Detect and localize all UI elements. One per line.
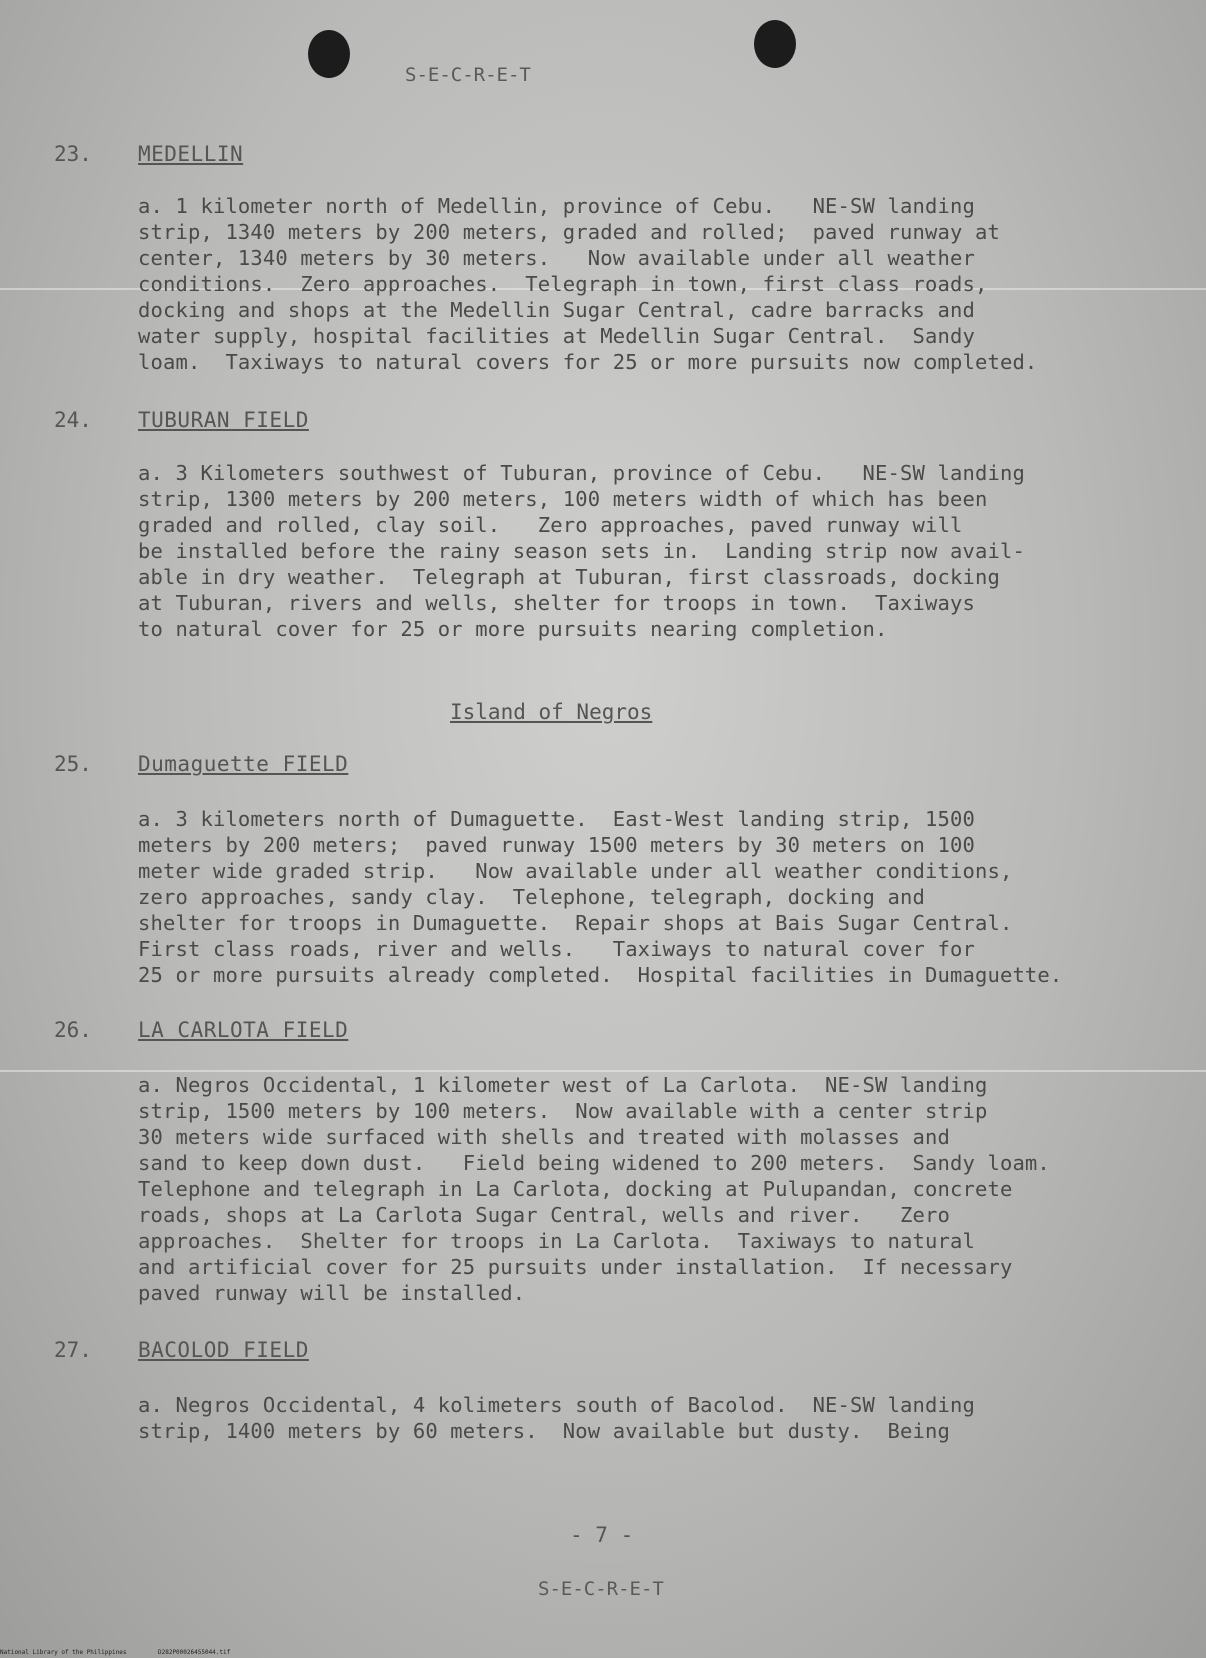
classification-bottom: S-E-C-R-E-T: [538, 1578, 664, 1600]
paragraph-line: to natural cover for 25 or more pursuits nearing completion.: [138, 617, 888, 641]
section-heading: MEDELLIN: [138, 142, 244, 166]
paragraph-line: conditions. Zero approaches. Telegraph in town, first class roads,: [138, 272, 988, 296]
scan-footer-source: National Library of the Philippines: [0, 1649, 127, 1656]
punch-hole-right: [754, 20, 796, 68]
paragraph-line: strip, 1340 meters by 200 meters, graded and rolled; paved runway at: [138, 220, 1000, 244]
paragraph-line: paved runway will be installed.: [138, 1281, 526, 1305]
section-heading: TUBURAN FIELD: [138, 408, 309, 432]
paragraph-line: water supply, hospital facilities at Medellin Sugar Central. Sandy: [138, 324, 975, 348]
paragraph-line: a. Negros Occidental, 1 kilometer west of La Carlota. NE-SW landing: [138, 1073, 988, 1097]
section-number: 25.: [54, 752, 92, 776]
paragraph-line: roads, shops at La Carlota Sugar Central, wells and river. Zero: [138, 1203, 950, 1227]
paragraph-line: meter wide graded strip. Now available under all weather conditions,: [138, 859, 1013, 883]
paragraph-line: a. 1 kilometer north of Medellin, province of Cebu. NE-SW landing: [138, 194, 975, 218]
section-heading: Dumaguette FIELD: [138, 752, 349, 776]
paragraph-line: strip, 1400 meters by 60 meters. Now available but dusty. Being: [138, 1419, 950, 1443]
paragraph-line: strip, 1500 meters by 100 meters. Now available with a center strip: [138, 1099, 988, 1123]
paragraph-line: 25 or more pursuits already completed. Hospital facilities in Dumaguette.: [138, 963, 1063, 987]
paragraph-line: zero approaches, sandy clay. Telephone, telegraph, docking and: [138, 885, 925, 909]
paragraph-line: a. 3 kilometers north of Dumaguette. East-West landing strip, 1500: [138, 807, 975, 831]
paragraph-line: graded and rolled, clay soil. Zero approaches, paved runway will: [138, 513, 963, 537]
section-number: 23.: [54, 142, 92, 166]
punch-hole-left: [308, 30, 350, 78]
paragraph-line: a. 3 Kilometers southwest of Tuburan, province of Cebu. NE-SW landing: [138, 461, 1025, 485]
paragraph-line: be installed before the rainy season sets in. Landing strip now avail-: [138, 539, 1025, 563]
paragraph-line: able in dry weather. Telegraph at Tuburan, first classroads, docking: [138, 565, 1000, 589]
paragraph-line: 30 meters wide surfaced with shells and treated with molasses and: [138, 1125, 950, 1149]
paragraph-line: center, 1340 meters by 30 meters. Now available under all weather: [138, 246, 975, 270]
section-heading: LA CARLOTA FIELD: [138, 1018, 349, 1042]
paragraph-line: meters by 200 meters; paved runway 1500 meters by 30 meters on 100: [138, 833, 975, 857]
paragraph-line: shelter for troops in Dumaguette. Repair shops at Bais Sugar Central.: [138, 911, 1013, 935]
paragraph-line: and artificial cover for 25 pursuits under installation. If necessary: [138, 1255, 1013, 1279]
section-number: 24.: [54, 408, 92, 432]
paragraph-line: First class roads, river and wells. Taxiways to natural cover for: [138, 937, 975, 961]
classification-top: S-E-C-R-E-T: [405, 64, 531, 86]
paragraph-line: a. Negros Occidental, 4 kolimeters south of Bacolod. NE-SW landing: [138, 1393, 975, 1417]
paragraph-line: strip, 1300 meters by 200 meters, 100 meters width of which has been: [138, 487, 988, 511]
paragraph-line: approaches. Shelter for troops in La Carlota. Taxiways to natural: [138, 1229, 975, 1253]
paragraph-line: sand to keep down dust. Field being widened to 200 meters. Sandy loam.: [138, 1151, 1050, 1175]
section-number: 26.: [54, 1018, 92, 1042]
paragraph-line: loam. Taxiways to natural covers for 25 or more pursuits now completed.: [138, 350, 1038, 374]
island-heading: Island of Negros: [450, 700, 653, 724]
paragraph-line: at Tuburan, rivers and wells, shelter for troops in town. Taxiways: [138, 591, 975, 615]
section-number: 27.: [54, 1338, 92, 1362]
page-number: - 7 -: [570, 1523, 634, 1547]
scan-footer-filename: D282P00026455044.tif: [158, 1649, 231, 1656]
paragraph-line: docking and shops at the Medellin Sugar Central, cadre barracks and: [138, 298, 975, 322]
paragraph-line: Telephone and telegraph in La Carlota, docking at Pulupandan, concrete: [138, 1177, 1013, 1201]
section-heading: BACOLOD FIELD: [138, 1338, 309, 1362]
